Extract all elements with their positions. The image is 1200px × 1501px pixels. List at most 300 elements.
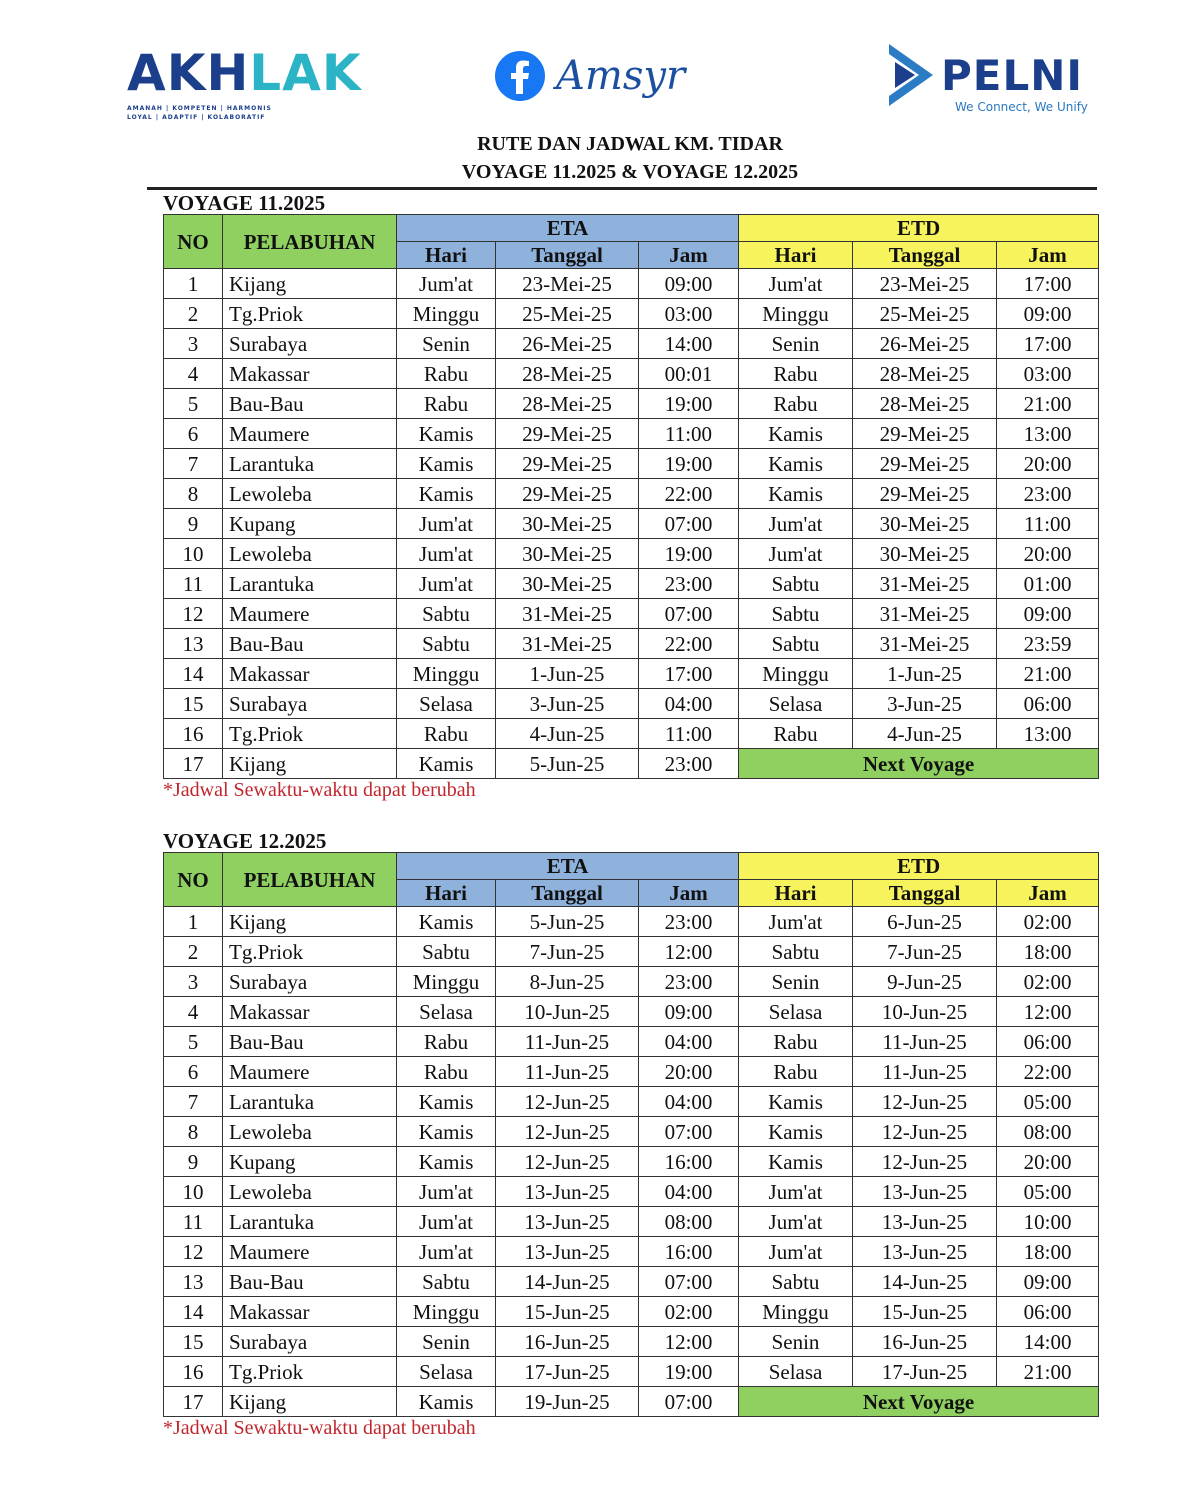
cell-etd-time: 18:00 (997, 937, 1099, 967)
etd-day-header: Hari (739, 880, 853, 907)
cell-etd-date: 29-Mei-25 (853, 449, 997, 479)
table-row (164, 509, 1099, 539)
cell-port: Bau-Bau (223, 629, 397, 659)
cell-eta-time: 19:00 (639, 539, 739, 569)
cell-eta-time: 20:00 (639, 1057, 739, 1087)
cell-etd-time: 12:00 (997, 997, 1099, 1027)
cell-etd-day: Rabu (739, 1057, 853, 1087)
cell-eta-day: Kamis (397, 749, 496, 779)
cell-port: Tg.Priok (223, 1357, 397, 1387)
cell-etd-day: Senin (739, 967, 853, 997)
cell-eta-time: 23:00 (639, 967, 739, 997)
cell-no: 16 (164, 1357, 223, 1387)
cell-eta-day: Kamis (397, 1117, 496, 1147)
cell-eta-day: Jum'at (397, 1177, 496, 1207)
table-row (164, 907, 1099, 937)
cell-no: 4 (164, 359, 223, 389)
cell-etd-day: Selasa (739, 689, 853, 719)
cell-no: 16 (164, 719, 223, 749)
cell-no: 1 (164, 269, 223, 299)
cell-eta-day: Selasa (397, 1357, 496, 1387)
page-title: RUTE DAN JADWAL KM. TIDAR (477, 133, 783, 155)
eta-day-header: Hari (397, 880, 496, 907)
cell-no: 7 (164, 449, 223, 479)
cell-port: Larantuka (223, 1207, 397, 1237)
cell-eta-date: 1-Jun-25 (496, 659, 639, 689)
cell-etd-date: 26-Mei-25 (853, 329, 997, 359)
cell-eta-day: Rabu (397, 1027, 496, 1057)
cell-etd-date: 12-Jun-25 (853, 1117, 997, 1147)
table-row (164, 1207, 1099, 1237)
cell-etd-day: Jum'at (739, 269, 853, 299)
col-header-port: PELABUHAN (223, 215, 397, 269)
eta-date-header: Tanggal (496, 242, 639, 269)
cell-etd-date: 13-Jun-25 (853, 1177, 997, 1207)
cell-etd-time: 06:00 (997, 1027, 1099, 1057)
cell-etd-time: 20:00 (997, 1147, 1099, 1177)
cell-etd-day: Selasa (739, 997, 853, 1027)
table-row (164, 359, 1099, 389)
cell-port: Bau-Bau (223, 389, 397, 419)
facebook-account-name: Amsyr (556, 53, 686, 99)
cell-eta-day: Sabtu (397, 937, 496, 967)
cell-etd-time: 23:59 (997, 629, 1099, 659)
pelni-logo (885, 42, 1105, 114)
cell-eta-date: 16-Jun-25 (496, 1327, 639, 1357)
table-row (164, 967, 1099, 997)
cell-no: 13 (164, 1267, 223, 1297)
cell-etd-time: 11:00 (997, 509, 1099, 539)
cell-etd-date: 9-Jun-25 (853, 967, 997, 997)
cell-eta-day: Kamis (397, 907, 496, 937)
cell-port: Makassar (223, 359, 397, 389)
cell-no: 9 (164, 1147, 223, 1177)
voyage-label: VOYAGE 11.2025 (163, 191, 326, 215)
cell-etd-time: 20:00 (997, 449, 1099, 479)
cell-eta-time: 19:00 (639, 449, 739, 479)
table-row (164, 1387, 1099, 1417)
cell-no: 3 (164, 967, 223, 997)
cell-eta-date: 13-Jun-25 (496, 1237, 639, 1267)
col-header-no: NO (164, 215, 223, 269)
cell-etd-day: Senin (739, 329, 853, 359)
cell-eta-date: 14-Jun-25 (496, 1267, 639, 1297)
cell-port: Bau-Bau (223, 1027, 397, 1057)
cell-etd-day: Kamis (739, 449, 853, 479)
facebook-icon (494, 50, 546, 102)
cell-eta-day: Rabu (397, 359, 496, 389)
cell-eta-day: Sabtu (397, 599, 496, 629)
cell-eta-date: 29-Mei-25 (496, 479, 639, 509)
table-row (164, 997, 1099, 1027)
cell-eta-time: 07:00 (639, 1267, 739, 1297)
cell-etd-time: 17:00 (997, 269, 1099, 299)
schedule-note: *Jadwal Sewaktu-waktu dapat berubah (163, 779, 476, 801)
cell-eta-time: 07:00 (639, 1117, 739, 1147)
cell-no: 9 (164, 509, 223, 539)
cell-port: Lewoleba (223, 479, 397, 509)
cell-no: 8 (164, 479, 223, 509)
cell-eta-time: 17:00 (639, 659, 739, 689)
cell-eta-date: 30-Mei-25 (496, 539, 639, 569)
cell-no: 14 (164, 659, 223, 689)
cell-eta-date: 25-Mei-25 (496, 299, 639, 329)
cell-etd-time: 22:00 (997, 1057, 1099, 1087)
cell-etd-date: 17-Jun-25 (853, 1357, 997, 1387)
cell-etd-time: 23:00 (997, 479, 1099, 509)
cell-eta-time: 09:00 (639, 997, 739, 1027)
table-row (164, 389, 1099, 419)
table-row (164, 569, 1099, 599)
table-row (164, 629, 1099, 659)
cell-etd-day: Sabtu (739, 937, 853, 967)
cell-eta-date: 11-Jun-25 (496, 1027, 639, 1057)
cell-etd-time: 05:00 (997, 1087, 1099, 1117)
cell-eta-day: Jum'at (397, 1207, 496, 1237)
cell-no: 14 (164, 1297, 223, 1327)
cell-no: 11 (164, 1207, 223, 1237)
cell-etd-date: 29-Mei-25 (853, 479, 997, 509)
cell-port: Tg.Priok (223, 299, 397, 329)
cell-no: 13 (164, 629, 223, 659)
cell-etd-day: Jum'at (739, 1207, 853, 1237)
cell-port: Surabaya (223, 329, 397, 359)
cell-etd-date: 10-Jun-25 (853, 997, 997, 1027)
cell-eta-day: Kamis (397, 1387, 496, 1417)
cell-etd-date: 12-Jun-25 (853, 1087, 997, 1117)
table-row (164, 449, 1099, 479)
cell-eta-time: 14:00 (639, 329, 739, 359)
cell-port: Kijang (223, 1387, 397, 1417)
cell-etd-time: 13:00 (997, 419, 1099, 449)
cell-no: 6 (164, 1057, 223, 1087)
next-voyage-cell: Next Voyage (739, 749, 1099, 779)
cell-eta-day: Jum'at (397, 569, 496, 599)
cell-eta-day: Kamis (397, 419, 496, 449)
etd-time-header: Jam (997, 242, 1099, 269)
cell-no: 5 (164, 389, 223, 419)
cell-etd-time: 20:00 (997, 539, 1099, 569)
cell-etd-time: 01:00 (997, 569, 1099, 599)
cell-eta-date: 23-Mei-25 (496, 269, 639, 299)
cell-etd-date: 15-Jun-25 (853, 1297, 997, 1327)
cell-etd-date: 3-Jun-25 (853, 689, 997, 719)
cell-eta-time: 07:00 (639, 509, 739, 539)
cell-eta-date: 12-Jun-25 (496, 1117, 639, 1147)
cell-eta-day: Kamis (397, 449, 496, 479)
table-row (164, 719, 1099, 749)
etd-date-header: Tanggal (853, 880, 997, 907)
cell-eta-time: 08:00 (639, 1207, 739, 1237)
etd-day-header: Hari (739, 242, 853, 269)
cell-etd-date: 11-Jun-25 (853, 1057, 997, 1087)
table-row (164, 1237, 1099, 1267)
cell-eta-date: 17-Jun-25 (496, 1357, 639, 1387)
cell-port: Surabaya (223, 1327, 397, 1357)
table-row (164, 479, 1099, 509)
cell-eta-day: Rabu (397, 1057, 496, 1087)
cell-no: 1 (164, 907, 223, 937)
pelni-tagline: We Connect, We Unify (955, 100, 1088, 114)
cell-eta-date: 31-Mei-25 (496, 629, 639, 659)
eta-time-header: Jam (639, 242, 739, 269)
table-row (164, 299, 1099, 329)
cell-etd-day: Kamis (739, 1147, 853, 1177)
col-header-etd: ETD (739, 215, 1099, 242)
cell-port: Maumere (223, 1237, 397, 1267)
cell-etd-day: Jum'at (739, 509, 853, 539)
cell-eta-date: 13-Jun-25 (496, 1177, 639, 1207)
cell-eta-day: Senin (397, 329, 496, 359)
cell-eta-date: 10-Jun-25 (496, 997, 639, 1027)
table-row (164, 539, 1099, 569)
table-row (164, 1057, 1099, 1087)
cell-etd-day: Kamis (739, 479, 853, 509)
cell-eta-day: Kamis (397, 1087, 496, 1117)
cell-etd-time: 10:00 (997, 1207, 1099, 1237)
cell-eta-time: 02:00 (639, 1297, 739, 1327)
table-row (164, 937, 1099, 967)
cell-port: Maumere (223, 419, 397, 449)
table-row (164, 1297, 1099, 1327)
cell-eta-time: 16:00 (639, 1237, 739, 1267)
col-header-no: NO (164, 853, 223, 907)
cell-eta-date: 15-Jun-25 (496, 1297, 639, 1327)
cell-etd-date: 25-Mei-25 (853, 299, 997, 329)
cell-eta-day: Minggu (397, 1297, 496, 1327)
cell-etd-time: 08:00 (997, 1117, 1099, 1147)
cell-port: Maumere (223, 1057, 397, 1087)
cell-eta-date: 30-Mei-25 (496, 509, 639, 539)
cell-port: Bau-Bau (223, 1267, 397, 1297)
cell-eta-time: 23:00 (639, 749, 739, 779)
cell-no: 3 (164, 329, 223, 359)
cell-eta-day: Selasa (397, 997, 496, 1027)
cell-port: Surabaya (223, 967, 397, 997)
cell-eta-time: 22:00 (639, 479, 739, 509)
cell-eta-date: 5-Jun-25 (496, 907, 639, 937)
cell-eta-date: 12-Jun-25 (496, 1147, 639, 1177)
cell-port: Kijang (223, 269, 397, 299)
cell-etd-day: Rabu (739, 1027, 853, 1057)
cell-port: Lewoleba (223, 539, 397, 569)
pelni-wordmark: PELNI (941, 50, 1084, 100)
cell-etd-date: 13-Jun-25 (853, 1207, 997, 1237)
table-row (164, 1177, 1099, 1207)
cell-eta-date: 3-Jun-25 (496, 689, 639, 719)
cell-eta-day: Senin (397, 1327, 496, 1357)
cell-eta-day: Rabu (397, 389, 496, 419)
cell-eta-date: 29-Mei-25 (496, 419, 639, 449)
cell-etd-date: 16-Jun-25 (853, 1327, 997, 1357)
cell-no: 15 (164, 689, 223, 719)
cell-eta-day: Jum'at (397, 509, 496, 539)
cell-etd-time: 21:00 (997, 659, 1099, 689)
cell-etd-time: 18:00 (997, 1237, 1099, 1267)
cell-eta-time: 03:00 (639, 299, 739, 329)
cell-no: 12 (164, 1237, 223, 1267)
cell-etd-time: 21:00 (997, 1357, 1099, 1387)
cell-etd-time: 03:00 (997, 359, 1099, 389)
cell-eta-time: 11:00 (639, 719, 739, 749)
cell-eta-date: 12-Jun-25 (496, 1087, 639, 1117)
cell-etd-day: Senin (739, 1327, 853, 1357)
table-body (164, 269, 1099, 779)
cell-etd-date: 14-Jun-25 (853, 1267, 997, 1297)
facebook-logo (494, 50, 685, 102)
table-row (164, 1327, 1099, 1357)
cell-etd-day: Jum'at (739, 1177, 853, 1207)
table-row (164, 329, 1099, 359)
cell-port: Surabaya (223, 689, 397, 719)
cell-etd-time: 14:00 (997, 1327, 1099, 1357)
col-header-eta: ETA (397, 853, 739, 880)
cell-eta-day: Sabtu (397, 1267, 496, 1297)
col-header-port: PELABUHAN (223, 853, 397, 907)
cell-port: Kijang (223, 749, 397, 779)
cell-etd-day: Sabtu (739, 629, 853, 659)
table-header (164, 215, 1099, 269)
cell-etd-time: 09:00 (997, 599, 1099, 629)
cell-etd-day: Kamis (739, 419, 853, 449)
cell-etd-date: 31-Mei-25 (853, 599, 997, 629)
cell-etd-time: 17:00 (997, 329, 1099, 359)
cell-no: 10 (164, 539, 223, 569)
cell-port: Kupang (223, 1147, 397, 1177)
cell-eta-date: 5-Jun-25 (496, 749, 639, 779)
cell-eta-time: 19:00 (639, 389, 739, 419)
header-row-top (164, 215, 1099, 242)
cell-eta-time: 12:00 (639, 937, 739, 967)
cell-no: 12 (164, 599, 223, 629)
cell-port: Tg.Priok (223, 937, 397, 967)
table-row (164, 659, 1099, 689)
col-header-eta: ETA (397, 215, 739, 242)
cell-no: 17 (164, 749, 223, 779)
cell-etd-date: 11-Jun-25 (853, 1027, 997, 1057)
cell-port: Tg.Priok (223, 719, 397, 749)
etd-time-header: Jam (997, 880, 1099, 907)
cell-eta-time: 00:01 (639, 359, 739, 389)
cell-etd-date: 28-Mei-25 (853, 359, 997, 389)
cell-etd-day: Rabu (739, 359, 853, 389)
cell-etd-day: Rabu (739, 719, 853, 749)
akhlak-tagline: AMANAH | KOMPETEN | HARMONIS LOYAL | ADAPTIF | KOLABORATIF (127, 105, 272, 121)
cell-eta-day: Kamis (397, 1147, 496, 1177)
cell-etd-day: Kamis (739, 1117, 853, 1147)
table-row (164, 419, 1099, 449)
cell-etd-day: Jum'at (739, 1237, 853, 1267)
cell-etd-time: 02:00 (997, 967, 1099, 997)
cell-port: Kupang (223, 509, 397, 539)
col-header-etd: ETD (739, 853, 1099, 880)
cell-no: 7 (164, 1087, 223, 1117)
etd-date-header: Tanggal (853, 242, 997, 269)
cell-no: 8 (164, 1117, 223, 1147)
header-row-top (164, 853, 1099, 880)
cell-eta-day: Jum'at (397, 539, 496, 569)
cell-etd-day: Sabtu (739, 599, 853, 629)
akhlak-logo (127, 44, 362, 122)
cell-no: 6 (164, 419, 223, 449)
cell-eta-time: 16:00 (639, 1147, 739, 1177)
cell-eta-time: 04:00 (639, 689, 739, 719)
cell-eta-date: 4-Jun-25 (496, 719, 639, 749)
cell-eta-time: 11:00 (639, 419, 739, 449)
table-header (164, 853, 1099, 907)
cell-eta-day: Kamis (397, 479, 496, 509)
cell-eta-date: 26-Mei-25 (496, 329, 639, 359)
cell-port: Makassar (223, 659, 397, 689)
cell-port: Larantuka (223, 569, 397, 599)
cell-no: 5 (164, 1027, 223, 1057)
cell-etd-day: Jum'at (739, 907, 853, 937)
table-row (164, 689, 1099, 719)
cell-eta-date: 8-Jun-25 (496, 967, 639, 997)
cell-etd-date: 4-Jun-25 (853, 719, 997, 749)
cell-port: Maumere (223, 599, 397, 629)
cell-eta-day: Minggu (397, 659, 496, 689)
cell-eta-time: 04:00 (639, 1087, 739, 1117)
cell-port: Larantuka (223, 449, 397, 479)
cell-eta-time: 19:00 (639, 1357, 739, 1387)
cell-eta-day: Minggu (397, 299, 496, 329)
cell-port: Makassar (223, 1297, 397, 1327)
cell-etd-day: Sabtu (739, 569, 853, 599)
table-row (164, 1027, 1099, 1057)
cell-etd-day: Minggu (739, 299, 853, 329)
cell-eta-date: 28-Mei-25 (496, 389, 639, 419)
cell-no: 2 (164, 299, 223, 329)
cell-no: 2 (164, 937, 223, 967)
cell-etd-time: 09:00 (997, 299, 1099, 329)
table-row (164, 1147, 1099, 1177)
cell-eta-time: 12:00 (639, 1327, 739, 1357)
cell-eta-date: 29-Mei-25 (496, 449, 639, 479)
pelni-arrow-icon (885, 42, 937, 108)
cell-etd-time: 13:00 (997, 719, 1099, 749)
schedule-table (163, 852, 1099, 1417)
cell-etd-day: Rabu (739, 389, 853, 419)
next-voyage-cell: Next Voyage (739, 1387, 1099, 1417)
page-subtitle: VOYAGE 11.2025 & VOYAGE 12.2025 (461, 161, 799, 183)
schedule-table (163, 214, 1099, 779)
cell-eta-date: 28-Mei-25 (496, 359, 639, 389)
table-row (164, 1267, 1099, 1297)
cell-eta-day: Sabtu (397, 629, 496, 659)
table-row (164, 269, 1099, 299)
cell-eta-time: 09:00 (639, 269, 739, 299)
cell-etd-day: Jum'at (739, 539, 853, 569)
cell-etd-date: 6-Jun-25 (853, 907, 997, 937)
table-row (164, 1357, 1099, 1387)
eta-time-header: Jam (639, 880, 739, 907)
cell-etd-day: Selasa (739, 1357, 853, 1387)
cell-eta-day: Jum'at (397, 269, 496, 299)
cell-eta-day: Minggu (397, 967, 496, 997)
akhlak-logo-word: AKHLAK (127, 44, 362, 102)
voyage-label: VOYAGE 12.2025 (163, 829, 327, 853)
cell-port: Lewoleba (223, 1117, 397, 1147)
cell-etd-time: 09:00 (997, 1267, 1099, 1297)
cell-port: Makassar (223, 997, 397, 1027)
cell-eta-time: 07:00 (639, 1387, 739, 1417)
cell-etd-date: 31-Mei-25 (853, 629, 997, 659)
cell-no: 15 (164, 1327, 223, 1357)
table-row (164, 1117, 1099, 1147)
cell-no: 17 (164, 1387, 223, 1417)
cell-eta-date: 13-Jun-25 (496, 1207, 639, 1237)
